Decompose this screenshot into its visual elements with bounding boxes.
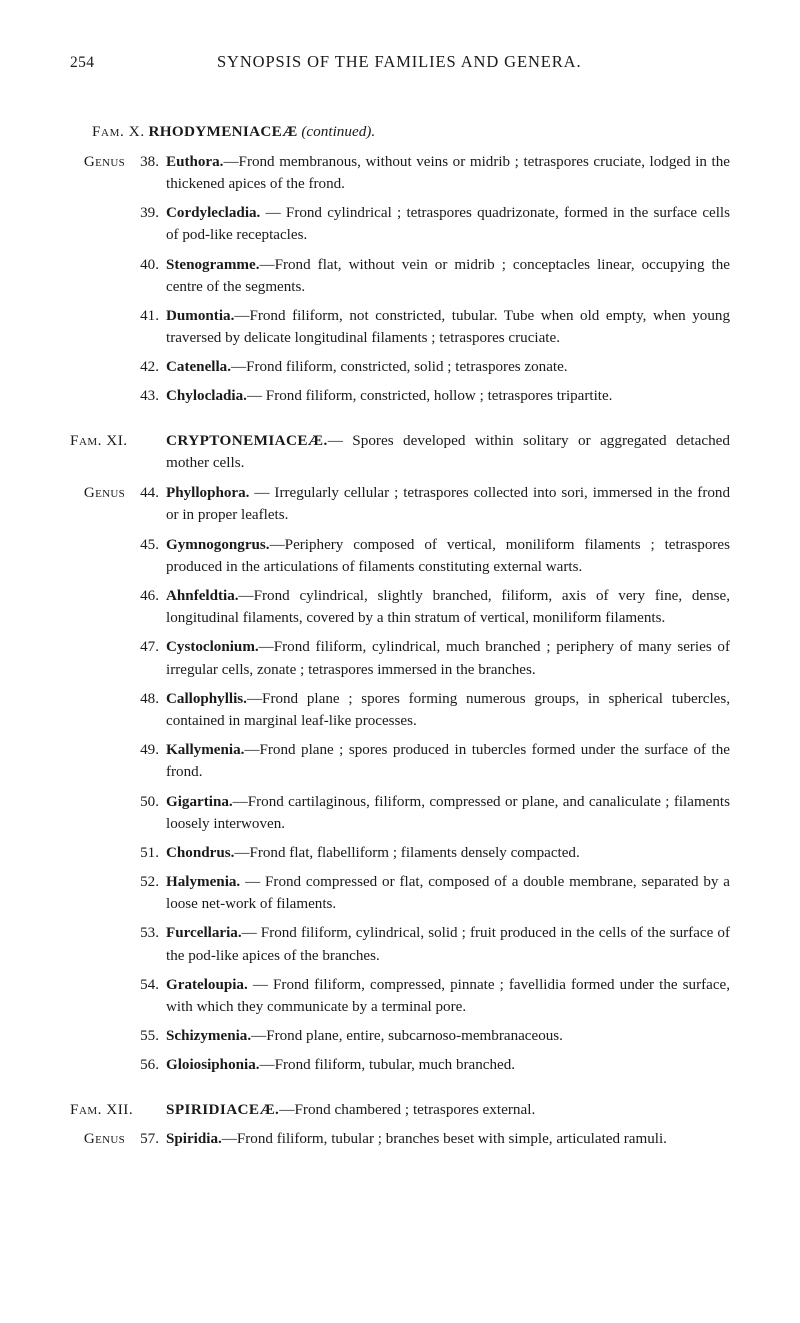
genus-word: Genus (83, 485, 125, 502)
entry-text: —Frond cartilaginous, filiform, compressed or plane, and canaliculate ; filaments loosely interwoven. (166, 793, 730, 832)
entry-text: —Frond filiform, cylindrical, much branched ; periphery of many series of irregular cells, zonate ; tetraspores immersed in the branches. (166, 639, 730, 678)
entry-text: — Frond compressed or flat, composed of a double membrane, separated by a loose net-work of filaments. (166, 874, 730, 913)
genus-word-spacer (70, 585, 132, 629)
genus-word-spacer (70, 739, 132, 783)
genus-word-spacer (70, 254, 132, 298)
genus-word-spacer (70, 202, 132, 246)
entry-number: 57. (140, 1131, 159, 1148)
entry-body (166, 202, 730, 246)
entry-body (166, 356, 730, 378)
family-heading-xi (70, 430, 730, 476)
entry-body (166, 385, 730, 407)
list-item (70, 1025, 730, 1047)
entry-body (166, 482, 730, 526)
list-item (70, 636, 730, 680)
family-heading-xii (70, 1099, 730, 1122)
entry-number: 43. (140, 388, 159, 405)
entry-number: 47. (140, 639, 159, 656)
family-text-xii: —Frond chambered ; tetraspores external. (279, 1100, 536, 1118)
genus-name: Schizymenia. (166, 1028, 252, 1045)
genus-word-spacer (70, 922, 132, 966)
entry-text: —Frond filiform, tubular ; branches beset with simple, articulated ramuli. (221, 1131, 667, 1148)
genus-name: Cystoclonium. (166, 639, 259, 656)
entry-body (166, 739, 730, 783)
entry-number: 48. (140, 690, 159, 707)
genus-word-spacer (70, 974, 132, 1018)
family-heading-x (70, 121, 730, 144)
page-number: 254 (70, 54, 95, 71)
page-body (70, 104, 730, 1151)
genus-word-spacer (70, 871, 132, 915)
genus-word-spacer (70, 1054, 132, 1076)
entry-number: 54. (140, 976, 159, 993)
entry-number: 52. (140, 874, 159, 891)
genus-word-spacer (70, 305, 132, 349)
list-item (70, 151, 730, 195)
genus-name: Stenogramme. (166, 256, 260, 273)
entry-number: 45. (140, 536, 159, 553)
family-label-xii: Fam. XII. (70, 1100, 134, 1118)
entry-number: 49. (140, 742, 159, 759)
genus-word-spacer (70, 791, 132, 835)
list-item (70, 871, 730, 915)
genus-name: Halymenia. (166, 874, 241, 891)
entry-body (166, 1128, 730, 1150)
list-item (70, 385, 730, 407)
family-note-x: (continued). (301, 123, 376, 140)
family-section-xi (70, 430, 730, 1077)
entry-number: 50. (140, 793, 159, 810)
genus-name: Chondrus. (166, 844, 235, 861)
family-name-x: RHODYMENIACEÆ (148, 123, 298, 140)
entry-body (166, 1025, 730, 1047)
entry-body (166, 1054, 730, 1076)
family-section-xii (70, 1099, 730, 1151)
genus-word-spacer (70, 636, 132, 680)
entry-number: 44. (140, 485, 159, 502)
entry-text: — Irregularly cellular ; tetraspores collected into sori, immersed in the frond or in proper leaflets. (166, 485, 730, 524)
genus-word-spacer (70, 842, 132, 864)
list-item (70, 974, 730, 1018)
entry-number: 53. (140, 925, 159, 942)
entry-text: — Frond filiform, constricted, hollow ; tetraspores tripartite. (246, 388, 613, 405)
entry-text: — Frond filiform, compressed, pinnate ; favellidia formed under the surface, with which they communicate by a terminal pore. (166, 976, 730, 1016)
list-item (70, 305, 730, 349)
genus-name: Gigartina. (166, 793, 233, 810)
genus-name: Cordylecladia. (166, 205, 261, 222)
entry-text: —Frond filiform, not constricted, tubular. Tube when old empty, when young traversed by delicate longitudinal filaments ; tetraspores cruciate. (166, 307, 730, 347)
list-item (70, 1054, 730, 1076)
entry-text: —Periphery composed of vertical, moniliform filaments ; tetraspores produced in the articulations of filaments constituting external warts. (166, 536, 730, 575)
genus-word-spacer (70, 688, 132, 732)
family-label-xi: Fam. XI. (70, 431, 128, 449)
entry-body (166, 791, 730, 835)
genus-name: Dumontia. (166, 307, 235, 324)
entry-text: —Frond filiform, constricted, solid ; tetraspores zonate. (230, 359, 568, 376)
genus-list-xi (70, 482, 730, 1076)
list-item (70, 1128, 730, 1150)
genus-name: Furcellaria. (166, 925, 242, 942)
entry-text: —Frond filiform, tubular, much branched. (259, 1057, 516, 1074)
genus-name: Ahnfeldtia. (166, 588, 239, 605)
entry-number: 40. (140, 256, 159, 273)
entry-body (166, 151, 730, 195)
entry-number: 56. (140, 1057, 159, 1074)
running-title: SYNOPSIS OF THE FAMILIES AND GENERA. (216, 52, 582, 71)
list-item (70, 791, 730, 835)
genus-name: Chylocladia. (166, 388, 247, 405)
family-name-xii: SPIRIDIACEÆ. (166, 1100, 280, 1118)
list-item (70, 202, 730, 246)
entry-number: 39. (140, 205, 159, 222)
entry-text: —Frond plane ; spores forming numerous groups, in spherical tubercles, contained in marginal leaf-like processes. (166, 690, 730, 729)
genus-name: Spiridia. (166, 1131, 222, 1148)
genus-name: Catenella. (166, 359, 231, 376)
entry-body (166, 585, 730, 629)
entry-text: —Frond flat, without vein or midrib ; conceptacles linear, occupying the centre of the segments. (166, 256, 730, 295)
list-item (70, 534, 730, 578)
entry-number: 51. (140, 844, 159, 861)
genus-name: Gymnogongrus. (166, 536, 270, 553)
family-text-xi: — Spores developed within solitary or aggregated detached mother cells. (166, 431, 730, 472)
entry-text: —Frond membranous, without veins or midrib ; tetraspores cruciate, lodged in the thickened apices of the frond. (166, 153, 730, 192)
entry-body (166, 871, 730, 915)
entry-text: — Frond filiform, cylindrical, solid ; fruit produced in the cells of the surface of the pod-like apices of the branches. (166, 925, 730, 964)
genus-name: Callophyllis. (166, 690, 247, 707)
entry-number: 46. (140, 588, 159, 605)
entry-body (166, 974, 730, 1018)
entry-text: —Frond plane ; spores produced in tubercles formed under the surface of the frond. (166, 742, 730, 781)
entry-text: — Frond cylindrical ; tetraspores quadrizonate, formed in the surface cells of pod-like receptacles. (166, 205, 730, 244)
genus-name: Kallymenia. (166, 742, 245, 759)
family-label-x: Fam. X. (92, 123, 145, 140)
genus-list-x (70, 151, 730, 408)
entry-text: —Frond cylindrical, slightly branched, filiform, axis of very fine, dense, longitudinal filaments, covered by a thin stratum of vertical, moniliform filaments. (166, 588, 730, 627)
list-item (70, 585, 730, 629)
entry-text: —Frond plane, entire, subcarnoso-membranaceous. (251, 1028, 563, 1045)
list-item (70, 254, 730, 298)
genus-word-spacer (70, 356, 132, 378)
genus-word: Genus (83, 153, 125, 170)
list-item (70, 356, 730, 378)
genus-word: Genus (83, 1131, 125, 1148)
genus-list-xii (70, 1128, 730, 1150)
list-item (70, 842, 730, 864)
entry-body (166, 254, 730, 298)
entry-number: 41. (140, 307, 159, 324)
entry-number: 42. (140, 359, 159, 376)
entry-text: —Frond flat, flabelliform ; filaments densely compacted. (234, 844, 580, 861)
page-header (70, 52, 730, 72)
genus-word-spacer (70, 534, 132, 578)
entry-body (166, 636, 730, 680)
list-item (70, 688, 730, 732)
genus-word-spacer (70, 385, 132, 407)
entry-body (166, 305, 730, 349)
list-item (70, 922, 730, 966)
genus-name: Grateloupia. (166, 976, 248, 993)
genus-word-spacer (70, 1025, 132, 1047)
family-name-xi: CRYPTONEMIACEÆ. (166, 431, 328, 449)
genus-name: Euthora. (166, 153, 224, 170)
genus-name: Gloiosiphonia. (166, 1057, 260, 1074)
entry-body (166, 922, 730, 966)
genus-name: Phyllophora. (166, 485, 250, 502)
entry-number: 55. (140, 1028, 159, 1045)
family-heading-body-xi (166, 430, 730, 476)
list-item (70, 482, 730, 526)
entry-body (166, 842, 730, 864)
list-item (70, 739, 730, 783)
entry-body (166, 688, 730, 732)
entry-body (166, 534, 730, 578)
family-heading-body-xii (166, 1099, 730, 1122)
entry-number: 38. (140, 153, 159, 170)
family-section-x (70, 121, 730, 408)
